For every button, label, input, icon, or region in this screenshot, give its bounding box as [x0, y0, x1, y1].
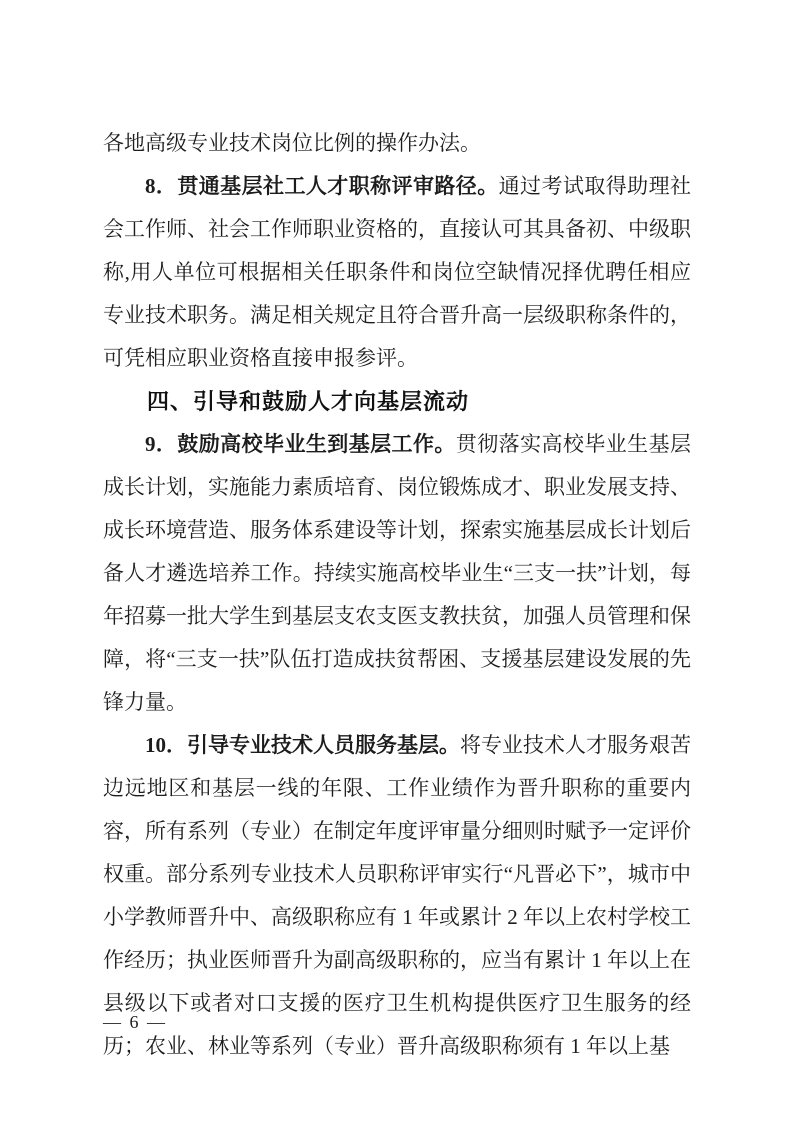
- page-number: — 6 —: [103, 1012, 167, 1032]
- paragraph-item-10: [103, 724, 691, 1068]
- item-8-body-text: 通过考试取得助理社会工作师、社会工作师职业资格的，直接认可其具备初、中级职称,用人单位可根据相关任职条件和岗位空缺情况择优聘任相应专业技术职务。满足相关规定且符合晋升高一层级职称条件的，可凭相应职业资格直接申报参评。: [103, 174, 691, 370]
- item-10-title: 10．引导专业技术人员服务基层。: [145, 733, 460, 757]
- section-heading-4: 四、引导和鼓励人才向基层流动: [147, 389, 470, 414]
- paragraph-continuation: 各地高级专业技术岗位比例的操作办法。: [103, 131, 481, 155]
- item-8-title: 8．贯通基层社工人才职称评审路径。: [145, 174, 499, 198]
- paragraph-item-9: [103, 423, 691, 724]
- paragraph-item-8: [103, 165, 691, 380]
- document-body: [103, 122, 691, 1068]
- item-9-body-text: 贯彻落实高校毕业生基层成长计划，实施能力素质培育、岗位锻炼成才、职业发展支持、成长环境营造、服务体系建设等计划，探索实施基层成长计划后备人才遴选培养工作。持续实施高校毕业生“三支一扶”计划，每年招募一批大学生到基层支农支医支教扶贫，加强人员管理和保障，将“三支一扶”队伍打造成扶贫帮困、支援基层建设发展的先锋力量。: [103, 432, 692, 714]
- item-9-title: 9．鼓励高校毕业生到基层工作。: [145, 432, 456, 456]
- item-10-body-text: 将专业技术人才服务艰苦边远地区和基层一线的年限、工作业绩作为晋升职称的重要内容，所有系列（专业）在制定年度评审量分细则时赋予一定评价权重。部分系列专业技术人员职称评审实行“凡晋必下”，城市中小学教师晋升中、高级职称应有 1 年或累计 2 年以上农村学校工作经历；执业医师晋升为副高级职称的，应当有累计 1 年以上在县级以下或者对口支援的医疗卫生机构提供医疗卫生服务的经历；农业、林业等系列（专业）晋升高级职称须有 1 年以上基: [103, 733, 691, 1058]
